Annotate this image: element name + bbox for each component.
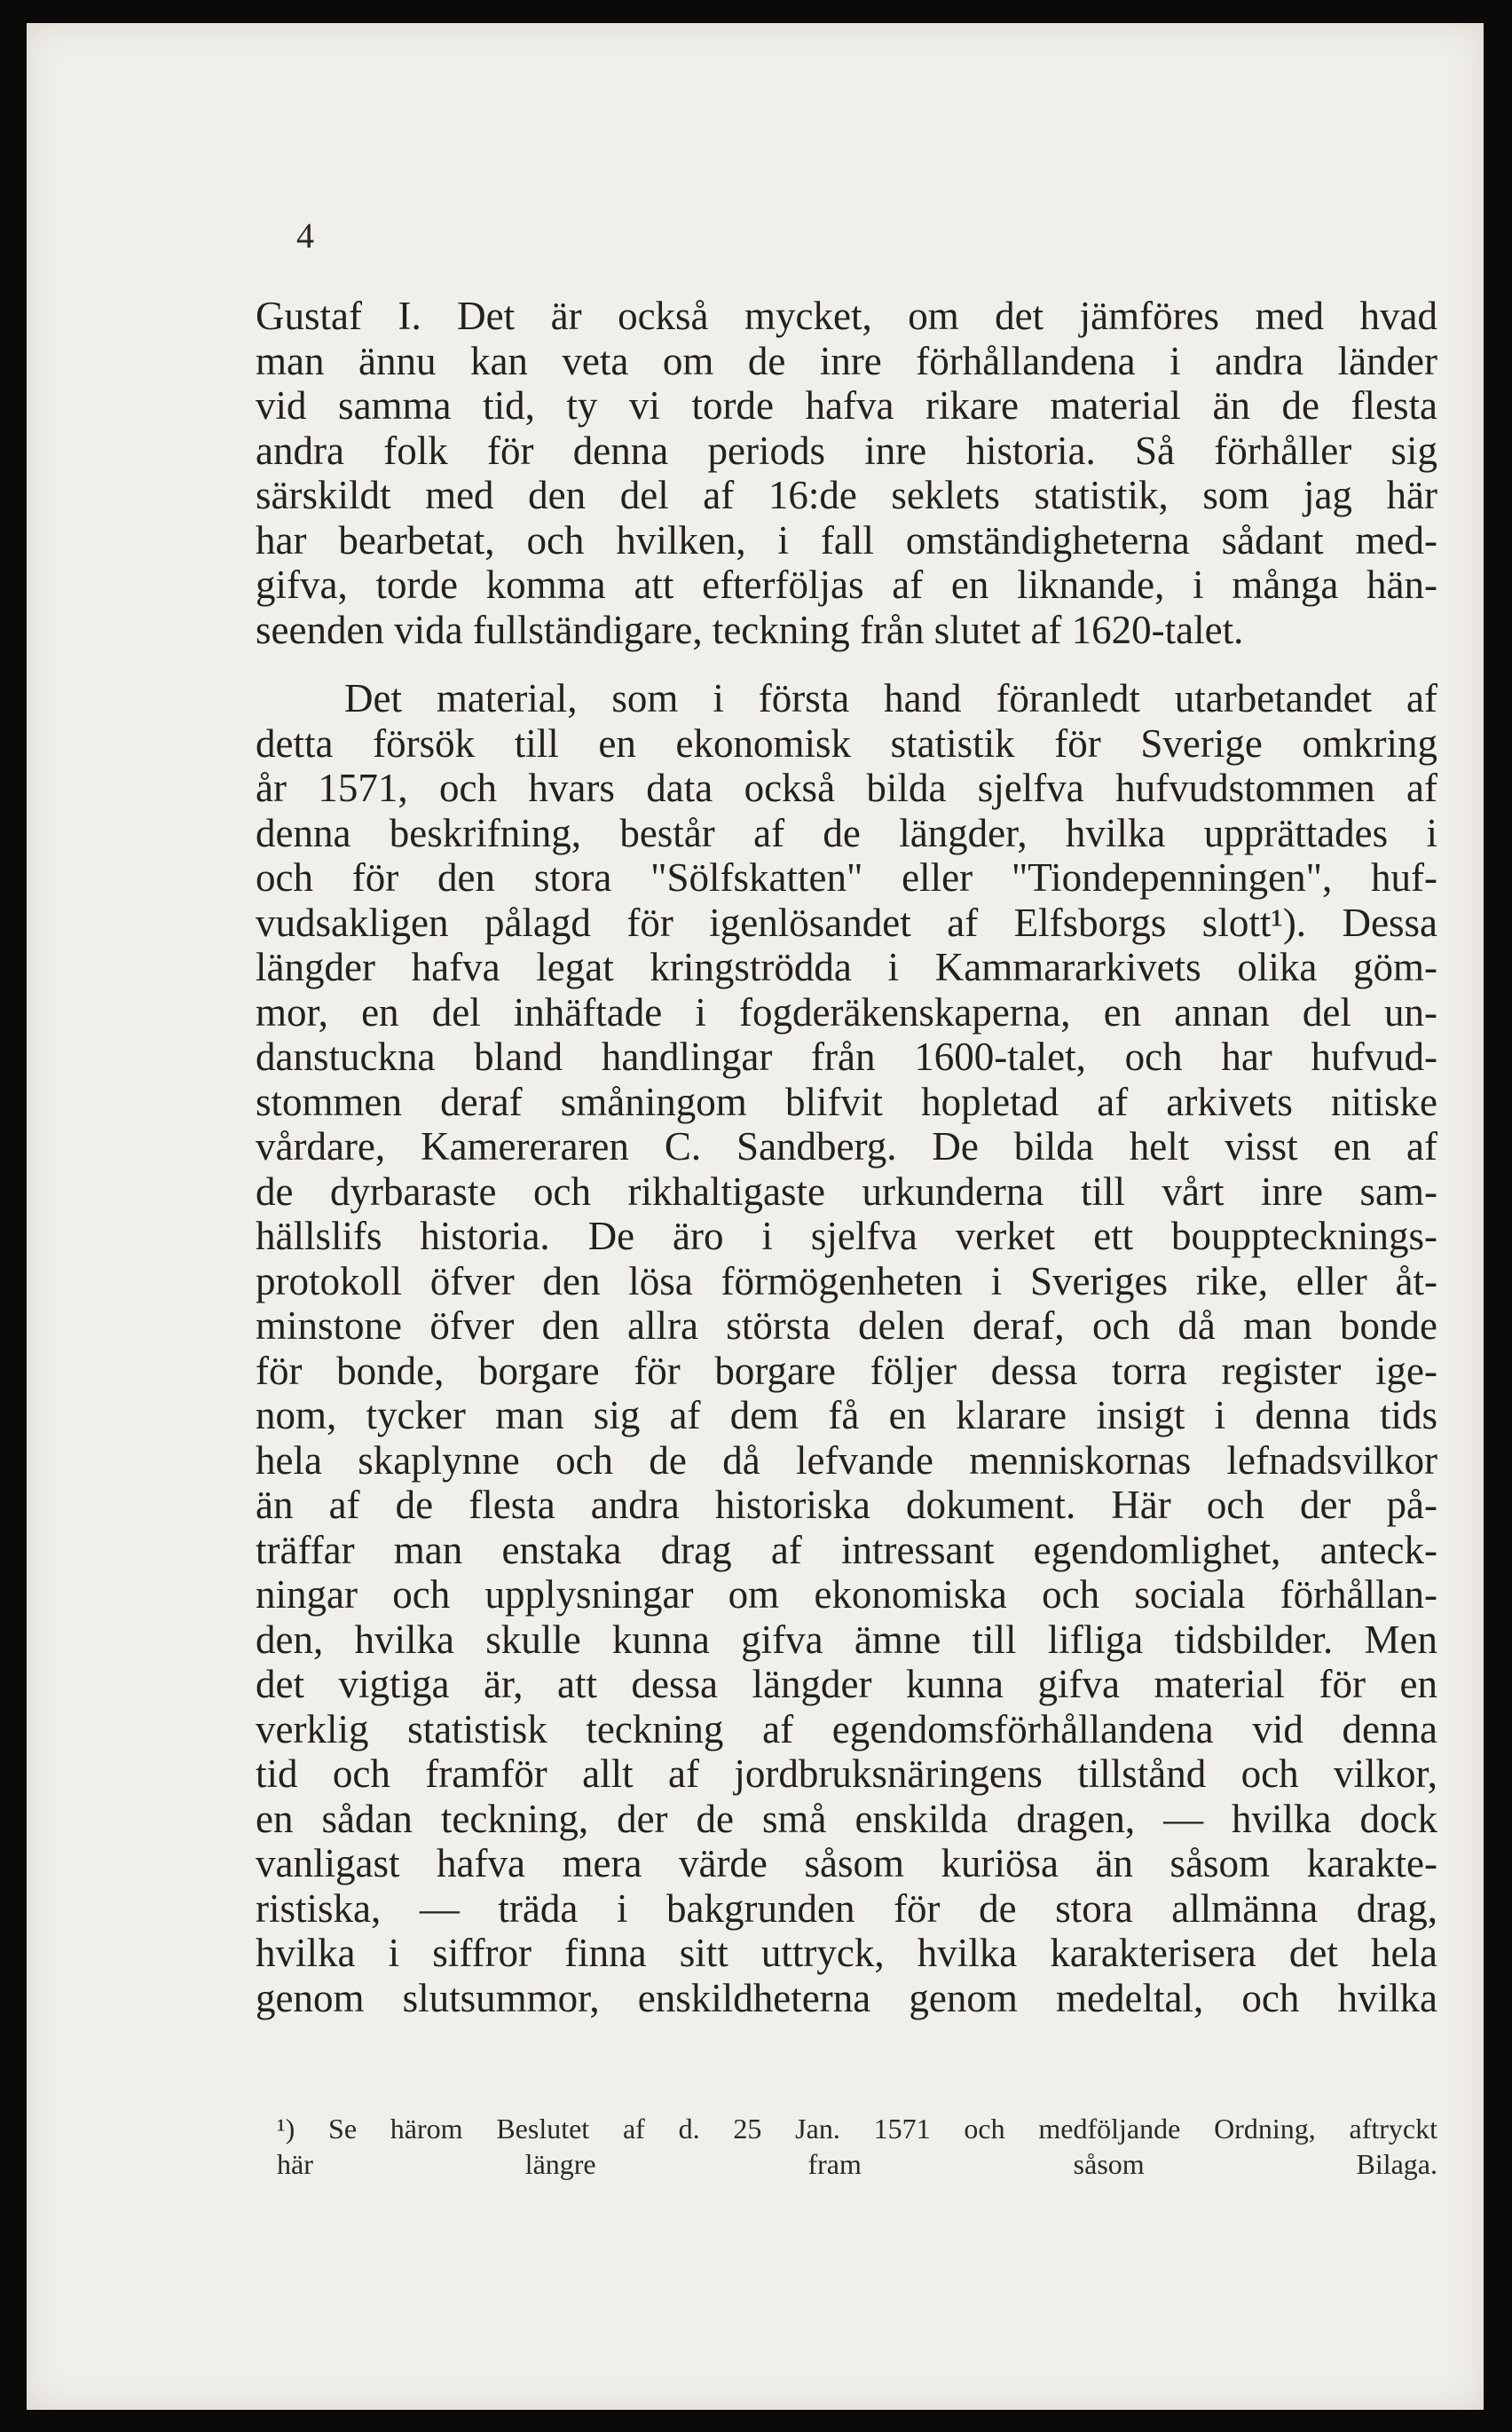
paragraph-2 xyxy=(256,676,1437,2020)
text-line: hvilka i siffror finna sitt uttryck, hvilka karakterisera det hela xyxy=(256,1931,1437,1975)
text-line: andra folk för denna periods inre historia. Så förhåller sig xyxy=(256,428,1437,473)
text-line: nom, tycker man sig af dem få en klarare insigt i denna tids xyxy=(256,1393,1437,1437)
footnote xyxy=(256,2111,1437,2182)
text-line: genom slutsummor, enskildheterna genom medeltal, och hvilka xyxy=(256,1975,1437,2020)
document-page xyxy=(27,23,1484,2410)
text-line: längder hafva legat kringströdda i Kammararkivets olika göm- xyxy=(256,945,1437,989)
paragraph-1 xyxy=(256,294,1437,652)
text-line: seenden vida fullständigare, teckning från slutet af 1620-talet. xyxy=(256,607,1244,652)
text-line: gifva, torde komma att efterföljas af en liknande, i många hän- xyxy=(256,563,1437,607)
text-line: har bearbetat, och hvilken, i fall omständigheterna sådant med- xyxy=(256,517,1437,563)
text-line: än af de flesta andra historiska dokument. Här och der på- xyxy=(256,1483,1437,1527)
text-line: minstone öfver den allra största delen deraf, och då man bonde xyxy=(256,1303,1437,1348)
text-line: ningar och upplysningar om ekonomiska och sociala förhållan- xyxy=(256,1572,1437,1617)
text-line: protokoll öfver den lösa förmögenheten i Sveriges rike, eller åt- xyxy=(256,1258,1437,1303)
text-line: för bonde, borgare för borgare följer dessa torra register ige- xyxy=(256,1348,1437,1393)
text-line: stommen deraf småningom blifvit hopletad af arkivets nitiske xyxy=(256,1079,1437,1124)
text-line: särskildt med den del af 16:de seklets statistik, som jag här xyxy=(256,473,1437,517)
text-line: vårdare, Kamereraren C. Sandberg. De bilda helt visst en af xyxy=(256,1124,1437,1169)
text-line: vudsakligen pålagd för igenlösandet af Elfsborgs slott¹). Dessa xyxy=(256,900,1437,945)
text-line: tid och framför allt af jordbruksnäringens tillstånd och vilkor, xyxy=(256,1751,1437,1796)
text-line: den, hvilka skulle kunna gifva ämne till lifliga tidsbilder. Men xyxy=(256,1617,1437,1662)
text-line: mor, en del inhäftade i fogderäkenskaperna, en annan del un- xyxy=(256,989,1437,1035)
text-line: hela skaplynne och de då lefvande menniskornas lefnadsvilkor xyxy=(256,1437,1437,1483)
text-line: denna beskrifning, består af de längder, hvilka upprättades i xyxy=(256,810,1437,855)
footnote-line: ¹) Se härom Beslutet af d. 25 Jan. 1571 och medföljande Ordning, aftryckt xyxy=(277,2113,1437,2145)
footnote-line: här längre fram såsom Bilaga. xyxy=(277,2148,1437,2180)
text-line: Gustaf I. Det är också mycket, om det jämföres med hvad xyxy=(256,294,1437,338)
text-line: detta försök till en ekonomisk statistik för Sverige omkring xyxy=(256,720,1437,766)
text-line: en sådan teckning, der de små enskilda dragen, — hvilka dock xyxy=(256,1796,1437,1841)
text-line: danstuckna bland handlingar från 1600-talet, och har hufvud- xyxy=(256,1035,1437,1079)
text-line: de dyrbaraste och rikhaltigaste urkunderna till vårt inre sam- xyxy=(256,1169,1437,1214)
text-line: år 1571, och hvars data också bilda sjelfva hufvudstommen af xyxy=(256,766,1437,810)
text-line: ristiska, — träda i bakgrunden för de stora allmänna drag, xyxy=(256,1885,1437,1931)
text-line: hällslifs historia. De äro i sjelfva verket ett boupptecknings- xyxy=(256,1214,1437,1258)
text-line: vid samma tid, ty vi torde hafva rikare material än de flesta xyxy=(256,383,1437,428)
page-number: 4 xyxy=(296,216,314,256)
text-line: träffar man enstaka drag af intressant egendomlighet, anteck- xyxy=(256,1527,1437,1572)
text-line: man ännu kan veta om de inre förhållandena i andra länder xyxy=(256,338,1437,383)
text-line: Det material, som i första hand föranledt utarbetandet af xyxy=(344,676,1437,720)
text-line: det vigtiga är, att dessa längder kunna gifva material för en xyxy=(256,1662,1437,1706)
text-line: och för den stora "Sölfskatten" eller "Tiondepenningen", huf- xyxy=(256,855,1437,900)
body-text xyxy=(256,294,1437,2020)
text-line: verklig statistisk teckning af egendomsförhållandena vid denna xyxy=(256,1706,1437,1751)
text-line: vanligast hafva mera värde såsom kuriösa än såsom karakte- xyxy=(256,1841,1437,1885)
